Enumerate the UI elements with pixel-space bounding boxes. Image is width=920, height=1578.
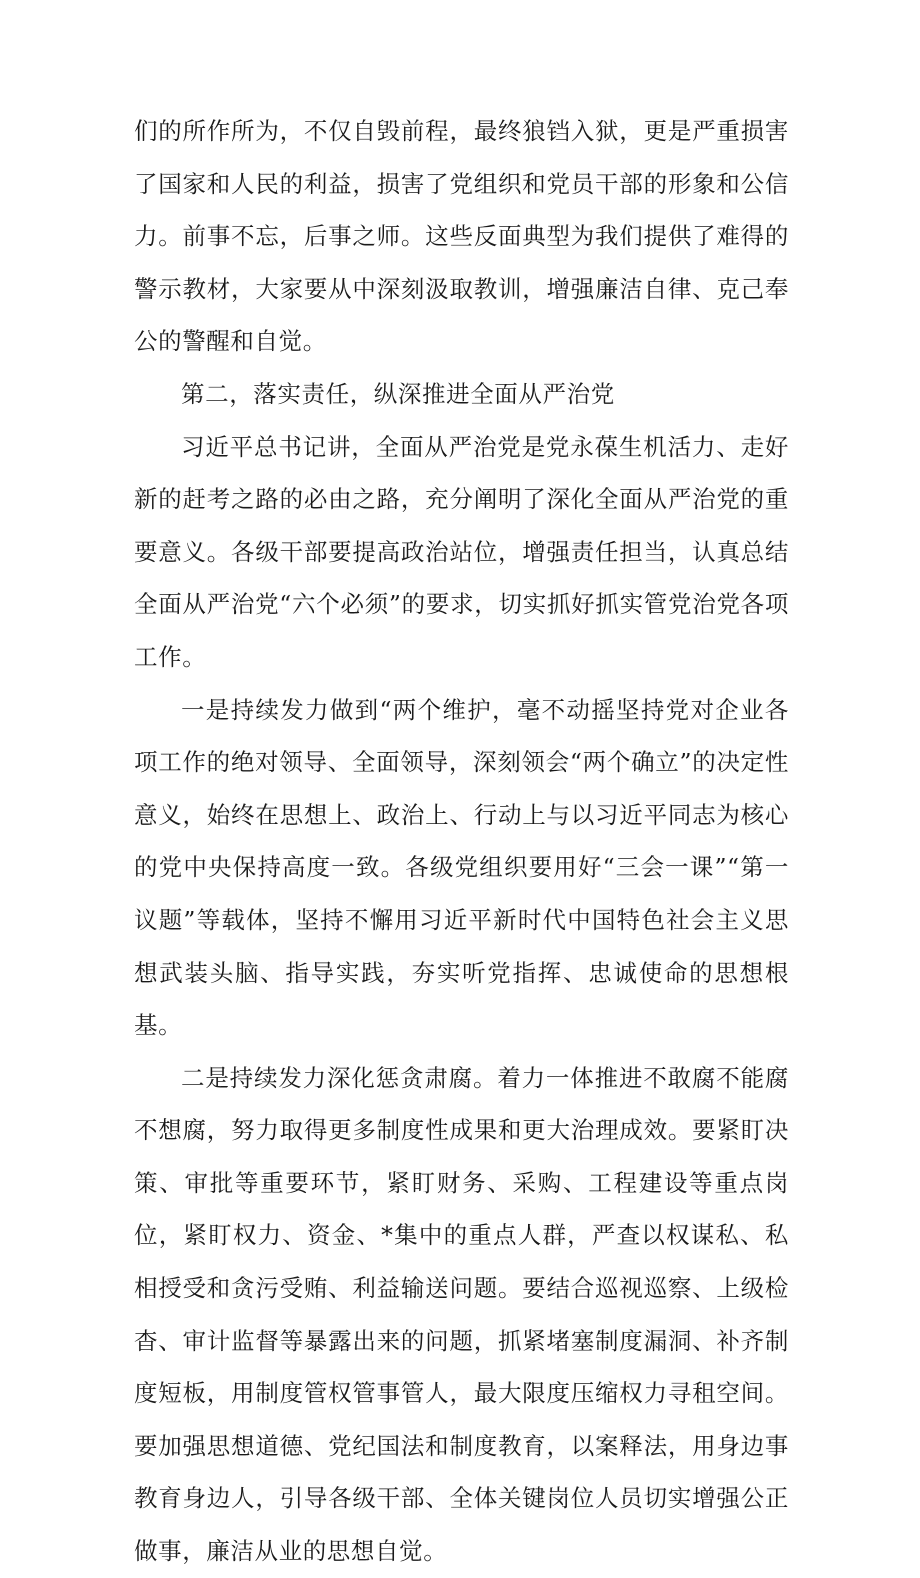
paragraph-intro: 习近平总书记讲，全面从严治党是党永葆生机活力、走好新的赶考之路的必由之路，充分阐明了深化全面从严治党的重要意义。各级干部要提高政治站位，增强责任担当，认真总结全面从严治党“六个必须”的要求，切实抓好抓实管党治党各项工作。 (134, 432, 789, 671)
document-body (134, 105, 789, 1578)
paragraph-point-two: 二是持续发力深化惩贪肃腐。着力一体推进不敢腐不能腐不想腐，努力取得更多制度性成果和更大治理成效。要紧盯决策、审批等重要环节，紧盯财务、采购、工程建设等重点岗位，紧盯权力、资金、*集中的重点人群，严查以权谋私、私相授受和贪污受贿、利益输送问题。要结合巡视巡察、上级检杳、审计监督等暴露出来的问题，抓紧堵塞制度漏洞、补齐制度短板，用制度管权管事管人，最大限度压缩权力寻租空间。要加强思想道德、党纪国法和制度教育，以案释法，用身边事教育身边人，引导各级干部、全体关键岗位人员切实增强公正做事，廉洁从业的思想自觉。 (134, 1063, 789, 1566)
paragraph-point-one: 一是持续发力做到“两个维护，毫不动摇坚持党对企业各项工作的绝对领导、全面领导，深刻领会“两个确立”的决定性意义，始终在思想上、政治上、行动上与以习近平同志为核心的党中央保持高度一致。各级党组织要用好“三会一课”“第一议题”等载体，坚持不懈用习近平新时代中国特色社会主义思想武装头脑、指导实践，夯实听党指挥、忠诚使命的思想根基。 (134, 695, 789, 1040)
paragraph-continuation: 们的所作所为，不仅自毁前程，最终狼铛入狱，更是严重损害了国家和人民的利益，损害了党组织和党员干部的形象和公信力。前事不忘，后事之师。这些反面典型为我们提供了难得的警示教材，大家要从中深刻汲取教训，增强廉洁自律、克己奉公的警醒和自觉。 (134, 117, 789, 356)
section-heading: 第二，落实责任，纵深推进全面从严治党 (181, 379, 615, 408)
